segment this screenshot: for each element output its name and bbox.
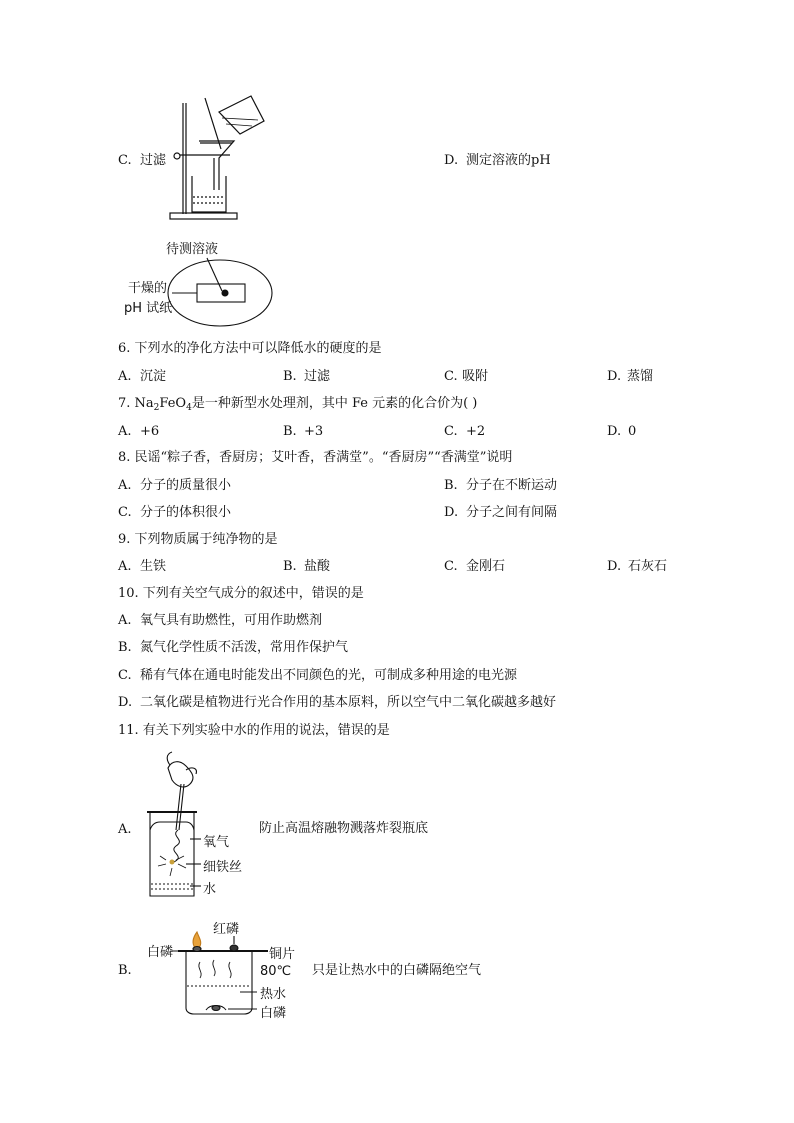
- option-text: 沉淀: [140, 369, 167, 384]
- option-label: D.: [444, 505, 459, 520]
- option-label: C.: [444, 424, 458, 439]
- option-label: D.: [607, 424, 622, 439]
- question-stem: 9. 下列物质属于纯净物的是: [118, 532, 278, 547]
- question-stem: 10. 下列有关空气成分的叙述中，错误的是: [118, 586, 364, 601]
- ph-paper-label: pH 试纸: [124, 301, 173, 316]
- option-label: C.: [444, 369, 458, 384]
- question-stem: 11. 有关下列实验中水的作用的说法，错误的是: [118, 723, 390, 738]
- option-label: B.: [118, 963, 132, 978]
- question-stem: 8. 民谣“粽子香，香厨房；艾叶香，香满堂”。“香厨房”“香满堂”说明: [118, 450, 513, 465]
- option-label: D.: [607, 559, 622, 574]
- option-label: B.: [283, 424, 297, 439]
- dry-label: 干燥的: [128, 281, 168, 296]
- option-label: C.: [118, 153, 132, 168]
- subscript: 4: [186, 403, 192, 413]
- option-label: A.: [118, 613, 132, 628]
- option-label: D.: [118, 695, 133, 710]
- water-label: 水: [203, 882, 217, 897]
- option-text: 防止高温熔融物溅落炸裂瓶底: [259, 821, 429, 836]
- option-text: 分子的体积很小: [140, 505, 232, 520]
- solution-label: 待测溶液: [166, 242, 219, 257]
- option-text: 分子在不断运动: [466, 478, 558, 493]
- option-text: +6: [140, 424, 160, 439]
- red-phosphorus-label: 红磷: [213, 922, 240, 937]
- option-label: A.: [118, 424, 132, 439]
- option-text: 氮气化学性质不活泼，常用作保护气: [140, 640, 349, 655]
- copper-sheet-label: 铜片: [269, 947, 296, 962]
- option-text: 0: [628, 424, 637, 439]
- option-text: +3: [304, 424, 324, 439]
- white-phosphorus-top-label: 白磷: [147, 945, 174, 960]
- option-label: A.: [118, 822, 132, 837]
- option-label: D.: [444, 153, 459, 168]
- option-label: C.: [444, 559, 458, 574]
- option-label: C.: [118, 668, 132, 683]
- option-text: 氧气具有助燃性，可用作助燃剂: [140, 613, 323, 628]
- temperature-label: 80℃: [260, 964, 292, 979]
- option-label: C.: [118, 505, 132, 520]
- option-text: 过滤: [140, 153, 167, 168]
- stem-suffix: 是一种新型水处理剂，其中 Fe 元素的化合价为( ): [191, 396, 478, 411]
- option-text: +2: [466, 424, 486, 439]
- option-text: 稀有气体在通电时能发出不同颜色的光，可制成多种用途的电光源: [140, 668, 518, 683]
- option-label: B.: [283, 369, 297, 384]
- option-label: B.: [118, 640, 132, 655]
- option-text: 盐酸: [304, 559, 331, 574]
- iron-wire-label: 细铁丝: [203, 860, 243, 875]
- hot-water-label: 热水: [260, 987, 287, 1002]
- option-text: 分子之间有间隔: [466, 505, 558, 520]
- option-label: A.: [118, 478, 132, 493]
- option-text: 石灰石: [628, 559, 668, 574]
- option-text: 分子的质量很小: [140, 478, 232, 493]
- option-label: B.: [444, 478, 458, 493]
- option-text: 二氧化碳是植物进行光合作用的基本原料，所以空气中二氧化碳越多越好: [140, 695, 557, 710]
- question-stem: 6. 下列水的净化方法中可以降低水的硬度的是: [118, 341, 382, 356]
- subscript: 2: [153, 403, 160, 413]
- option-label: A.: [118, 559, 132, 574]
- oxygen-label: 氧气: [203, 835, 230, 850]
- option-text: 生铁: [140, 559, 167, 574]
- option-text: 吸附: [462, 369, 489, 384]
- white-phosphorus-bottom-label: 白磷: [260, 1006, 287, 1021]
- option-text: 金刚石: [466, 559, 506, 574]
- option-label: B.: [283, 559, 297, 574]
- option-label: D.: [607, 369, 622, 384]
- option-text: 测定溶液的pH: [466, 153, 551, 168]
- formula-part: FeO: [159, 396, 187, 411]
- stem-prefix: 7. Na: [118, 396, 154, 411]
- option-text: 过滤: [304, 369, 331, 384]
- option-text: 只是让热水中的白磷隔绝空气: [312, 963, 482, 978]
- option-label: A.: [118, 369, 132, 384]
- option-text: 蒸馏: [627, 369, 654, 384]
